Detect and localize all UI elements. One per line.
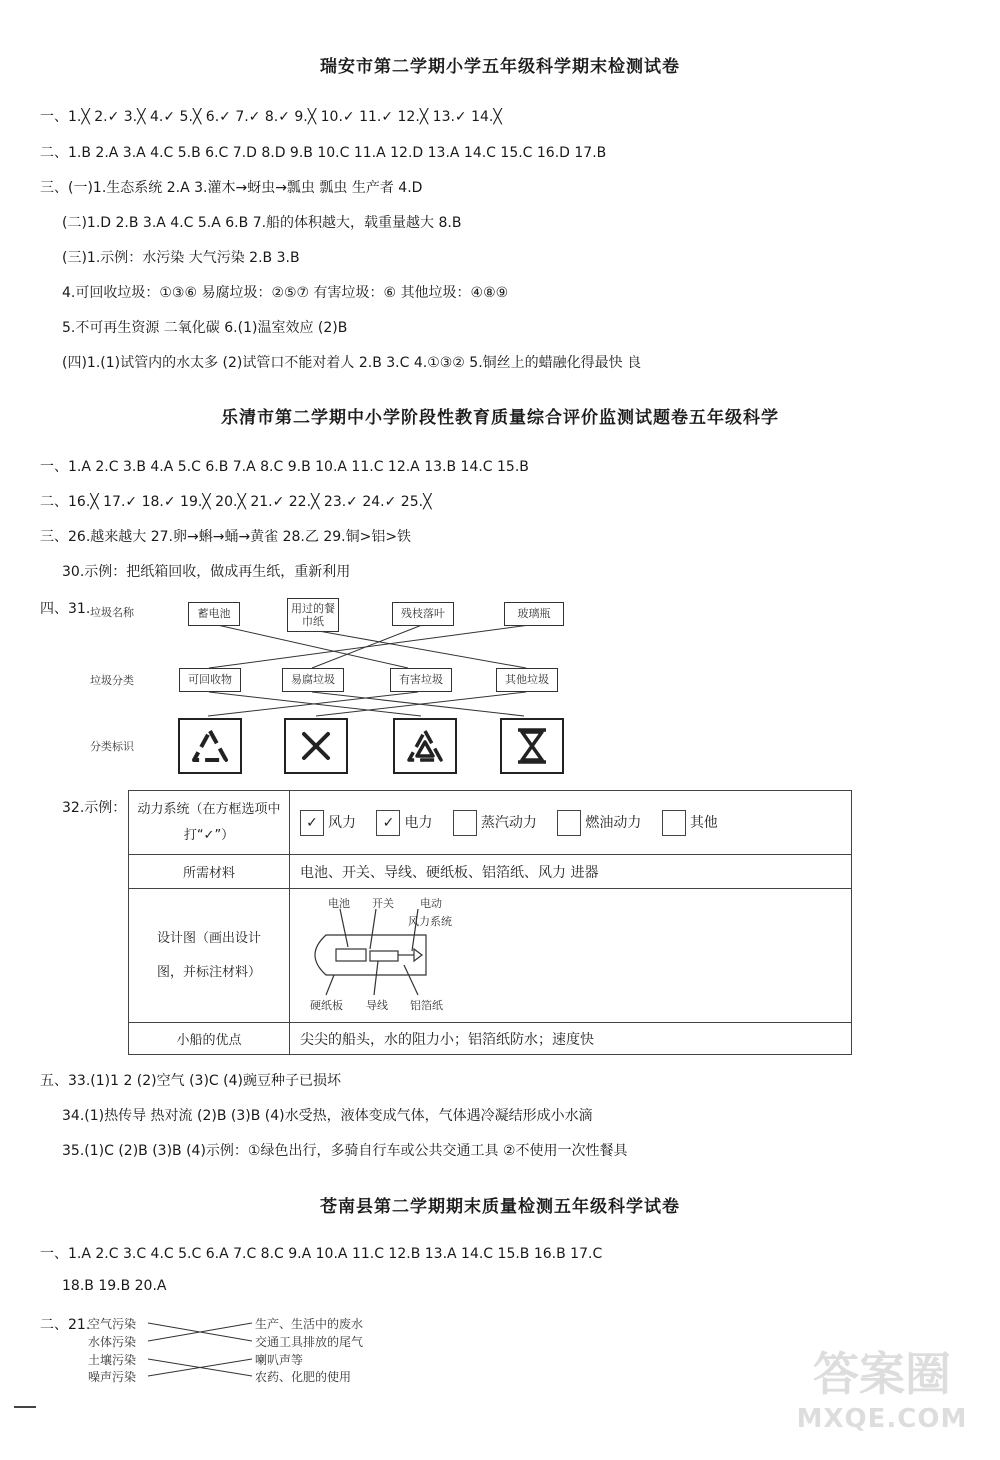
s1-answer-line-1: 一、1.╳ 2.✓ 3.╳ 4.✓ 5.╳ 6.✓ 7.✓ 8.✓ 9.╳ 10.✓ 11.✓ 12.╳ 13.✓ 14.╳ — [40, 109, 502, 125]
s1-answer-line-7: 5.不可再生资源 二氧化碳 6.(1)温室效应 (2)B — [62, 320, 348, 336]
watermark-en: MXQE.COM — [796, 1404, 968, 1434]
q32-design-table — [128, 790, 852, 1055]
q31-item-box — [188, 602, 240, 626]
diagram-label: 电池 — [328, 897, 350, 910]
checkbox-empty-icon — [557, 810, 581, 836]
q21-right-item: 生产、生活中的废水 — [255, 1317, 364, 1331]
table-row — [129, 855, 852, 889]
recycle-icon — [178, 718, 242, 774]
q21-left-item: 土壤污染 — [88, 1353, 137, 1367]
q21-right-item: 农药、化肥的使用 — [255, 1370, 352, 1384]
hourglass-icon — [500, 718, 564, 774]
q31-category-box — [390, 668, 452, 692]
s2-answer-line-6: 34.(1)热传导 热对流 (2)B (3)B (4)水受热，液体变成气体，气体遇冷凝结形成小水滴 — [62, 1108, 593, 1124]
s2-answer-line-4: 30.示例：把纸箱回收，做成再生纸，重新利用 — [62, 564, 351, 580]
q31-category-box — [179, 668, 241, 692]
s1-answer-line-3: 三、(一)1.生态系统 2.A 3.灌木→蚜虫→瓢虫 瓢虫 生产者 4.D — [40, 180, 423, 196]
option-label: 风力 — [328, 814, 356, 831]
q31-item-box — [504, 602, 564, 626]
q32-advantages: 尖尖的船头，水的阻力小；铝箔纸防水；速度快 — [290, 1023, 852, 1055]
checkbox-checked-icon: ✓ — [376, 810, 400, 836]
s1-answer-line-6: 4.可回收垃圾：①③⑥ 易腐垃圾：②⑤⑦ 有害垃圾：⑥ 其他垃圾：④⑧⑨ — [62, 285, 509, 301]
q31-item-text: 残枝落叶 — [401, 607, 445, 621]
diagram-label: 电动 — [420, 897, 442, 910]
s1-answer-line-8: (四)1.(1)试管内的水太多 (2)试管口不能对着人 2.B 3.C 4.①③② 5.铜丝上的蜡融化得最快 良 — [62, 355, 642, 371]
q21-left-item: 水体污染 — [88, 1335, 137, 1349]
q32-row-head: 小船的优点 — [129, 1023, 290, 1055]
q31-item-text: 玻璃瓶 — [517, 607, 551, 621]
q31-category-text: 其他垃圾 — [505, 673, 549, 687]
q32-materials: 电池、开关、导线、硬纸板、铝箔纸、风力 进器 — [290, 855, 852, 889]
table-row — [129, 791, 852, 855]
q31-category-text: 易腐垃圾 — [291, 673, 335, 687]
q21-left-item: 噪声污染 — [88, 1370, 137, 1384]
q31-category-box — [282, 668, 344, 692]
q21-label: 二、21. — [40, 1317, 91, 1333]
option-label: 其他 — [689, 814, 718, 831]
q31-label: 四、31. — [40, 601, 91, 617]
q32-row-head: 设计图（画出设计图，并标注材料） — [129, 889, 290, 1023]
recycle-icon — [393, 718, 457, 774]
q21-right-item: 交通工具排放的尾气 — [255, 1335, 364, 1349]
q32-row-head: 所需材料 — [129, 855, 290, 889]
option-wind — [300, 810, 356, 836]
q31-row-label-symbols: 分类标识 — [90, 740, 134, 753]
option-fuel — [557, 810, 641, 836]
cross-icon — [284, 718, 348, 774]
table-row — [129, 889, 852, 1023]
checkbox-empty-icon — [662, 810, 686, 836]
table-row — [129, 1023, 852, 1055]
option-electric — [376, 810, 432, 836]
option-steam — [453, 810, 537, 836]
option-other — [662, 810, 718, 836]
option-label: 燃油动力 — [585, 814, 642, 831]
diagram-label: 导线 — [366, 999, 388, 1012]
watermark-logo — [782, 1344, 982, 1454]
checkbox-empty-icon — [453, 810, 477, 836]
section-2-title: 乐清市第二学期中小学阶段性教育质量综合评价监测试题卷五年级科学 — [221, 408, 779, 428]
q32-power-options — [290, 791, 852, 855]
q31-category-text: 有害垃圾 — [399, 673, 443, 687]
q31-item-box — [392, 602, 454, 626]
s3-answer-line-2: 18.B 19.B 20.A — [62, 1278, 167, 1294]
s2-answer-line-7: 35.(1)C (2)B (3)B (4)示例：①绿色出行，多骑自行车或公共交通工具 ②不使用一次性餐具 — [62, 1143, 628, 1159]
s3-answer-line-1: 一、1.A 2.C 3.C 4.C 5.C 6.A 7.C 8.C 9.A 10.A 11.C 12.B 13.A 14.C 15.B 16.B 17.C — [40, 1246, 603, 1262]
diagram-label: 开关 — [372, 897, 394, 910]
section-3-title: 苍南县第二学期期末质量检测五年级科学试卷 — [320, 1197, 680, 1217]
s2-answer-line-1: 一、1.A 2.C 3.B 4.A 5.C 6.B 7.A 8.C 9.B 10.A 11.C 12.A 13.B 14.C 15.B — [40, 459, 529, 475]
s2-answer-line-5: 五、33.(1)1 2 (2)空气 (3)C (4)豌豆种子已损坏 — [40, 1073, 341, 1089]
q31-category-box — [496, 668, 558, 692]
section-1-title: 瑞安市第二学期小学五年级科学期末检测试卷 — [320, 57, 680, 77]
q31-item-text: 用过的餐巾纸 — [291, 601, 335, 628]
s1-answer-line-4: (二)1.D 2.B 3.A 4.C 5.A 6.B 7.船的体积越大，载重量越大 8.B — [62, 215, 462, 231]
s1-answer-line-2: 二、1.B 2.A 3.A 4.C 5.B 6.C 7.D 8.D 9.B 10.C 11.A 12.D 13.A 14.C 15.C 16.D 17.B — [40, 145, 607, 161]
diagram-label: 硬纸板 — [310, 999, 343, 1012]
q32-label: 32.示例： — [62, 800, 127, 816]
diagram-label: 铝箔纸 — [410, 999, 443, 1012]
diagram-label: 风力系统 — [408, 915, 452, 928]
q21-left-item: 空气污染 — [88, 1317, 137, 1331]
s2-answer-line-3: 三、26.越来越大 27.卵→蝌→蛹→黄雀 28.乙 29.铜>铝>铁 — [40, 529, 412, 545]
q31-item-text: 蓄电池 — [197, 607, 231, 621]
option-label: 电力 — [404, 814, 433, 831]
q32-row-head: 动力系统（在方框选项中打“✓”） — [129, 791, 290, 855]
watermark-cn: 答案圈 — [813, 1347, 951, 1401]
s1-answer-line-5: (三)1.示例：水污染 大气污染 2.B 3.B — [62, 250, 300, 266]
q31-category-text: 可回收物 — [188, 673, 232, 687]
q31-item-box — [287, 598, 339, 632]
q21-match-lines — [0, 1300, 500, 1390]
q32-boat-diagram — [290, 889, 852, 1023]
checkbox-checked-icon: ✓ — [300, 810, 324, 836]
page-mark — [14, 1406, 36, 1408]
option-label: 蒸汽动力 — [480, 814, 537, 831]
q31-row-label-categories: 垃圾分类 — [90, 674, 134, 687]
q21-right-item: 喇叭声等 — [255, 1353, 304, 1367]
s2-answer-line-2: 二、16.╳ 17.✓ 18.✓ 19.╳ 20.╳ 21.✓ 22.╳ 23.✓ 24.✓ 25.╳ — [40, 494, 432, 510]
q31-row-label-names: 垃圾名称 — [90, 606, 134, 619]
